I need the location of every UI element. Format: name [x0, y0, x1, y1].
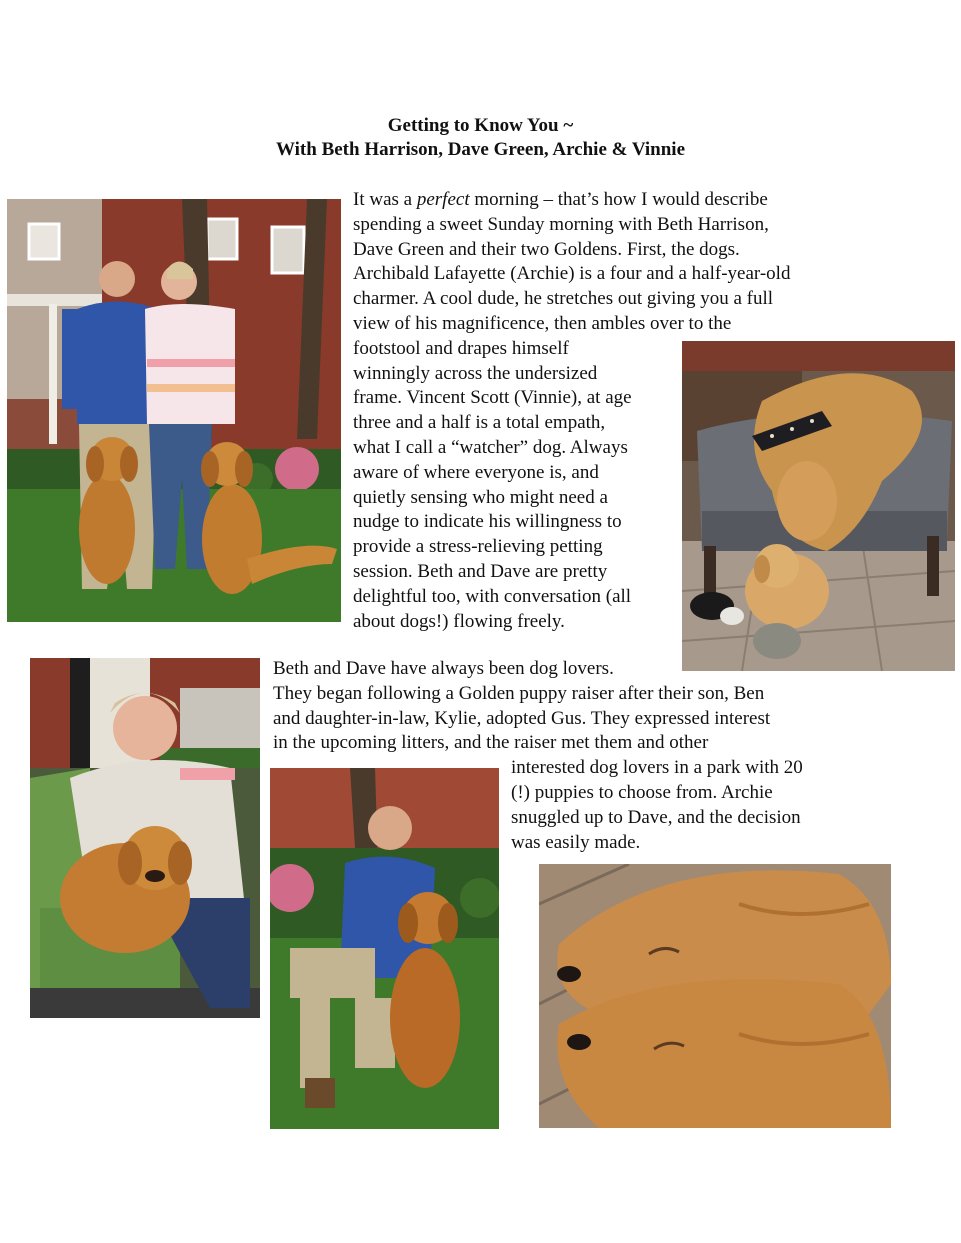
page-title-line2: With Beth Harrison, Dave Green, Archie & Vinnie — [275, 139, 686, 160]
paragraph2-line: Beth and Dave have always been dog lovers. — [273, 658, 614, 679]
paragraph2-line: snuggled up to Dave, and the decision — [511, 806, 801, 828]
paragraph2-line: was easily made. — [511, 831, 641, 853]
page-title-line1: Getting to Know You ~ — [387, 115, 574, 136]
photo-family-with-dogs — [7, 199, 341, 622]
photo-beth-with-dog — [30, 658, 260, 1018]
paragraph1-line: quietly sensing who might need a — [353, 486, 608, 508]
paragraph1-line: session. Beth and Dave are pretty — [353, 561, 608, 582]
paragraph1-line: provide a stress-relieving petting — [353, 536, 603, 558]
paragraph1-line: frame. Vincent Scott (Vinnie), at age — [353, 387, 632, 409]
paragraph1-line: winningly across the undersized — [353, 362, 598, 384]
paragraph1-line: spending a sweet Sunday morning with Beth Harrison, — [353, 213, 769, 235]
paragraph1-line: delightful too, with conversation (all — [353, 585, 632, 607]
paragraph1-line: Dave Green and their two Goldens. First, the dogs. — [353, 238, 740, 260]
paragraph1-line: nudge to indicate his willingness to — [353, 511, 622, 533]
paragraph1-line: aware of where everyone is, and — [353, 461, 599, 483]
paragraph2-line: interested dog lovers in a park with 20 — [511, 757, 803, 779]
paragraph1-line: charmer. A cool dude, he stretches out giving you a full — [353, 288, 774, 310]
paragraph1-line: what I call a “watcher” dog. Always — [353, 437, 628, 458]
paragraph2-line: (!) puppies to choose from. Archie — [511, 782, 773, 803]
paragraph2-line: and daughter-in-law, Kylie, adopted Gus. They expressed interest — [273, 707, 771, 729]
paragraph1-line: about dogs!) flowing freely. — [353, 610, 565, 632]
paragraph2-line: They began following a Golden puppy raiser after their son, Ben — [273, 682, 765, 704]
emphasis-perfect: perfect — [416, 189, 470, 210]
photo-dave-with-dog — [270, 768, 499, 1129]
paragraph1-line: three and a half is a total empath, — [353, 412, 606, 434]
paragraph2-line: in the upcoming litters, and the raiser met them and other — [273, 732, 709, 754]
paragraph1-line: footstool and drapes himself — [353, 337, 569, 359]
paragraph1-line: view of his magnificence, then ambles over to the — [353, 313, 732, 334]
photo-dogs-on-footstool — [682, 341, 955, 671]
paragraph1-line-1: It was a perfect morning – that’s how I would describe — [353, 189, 768, 210]
photo-sleeping-dogs — [539, 864, 891, 1128]
paragraph1-line: Archibald Lafayette (Archie) is a four and a half-year-old — [353, 263, 791, 285]
